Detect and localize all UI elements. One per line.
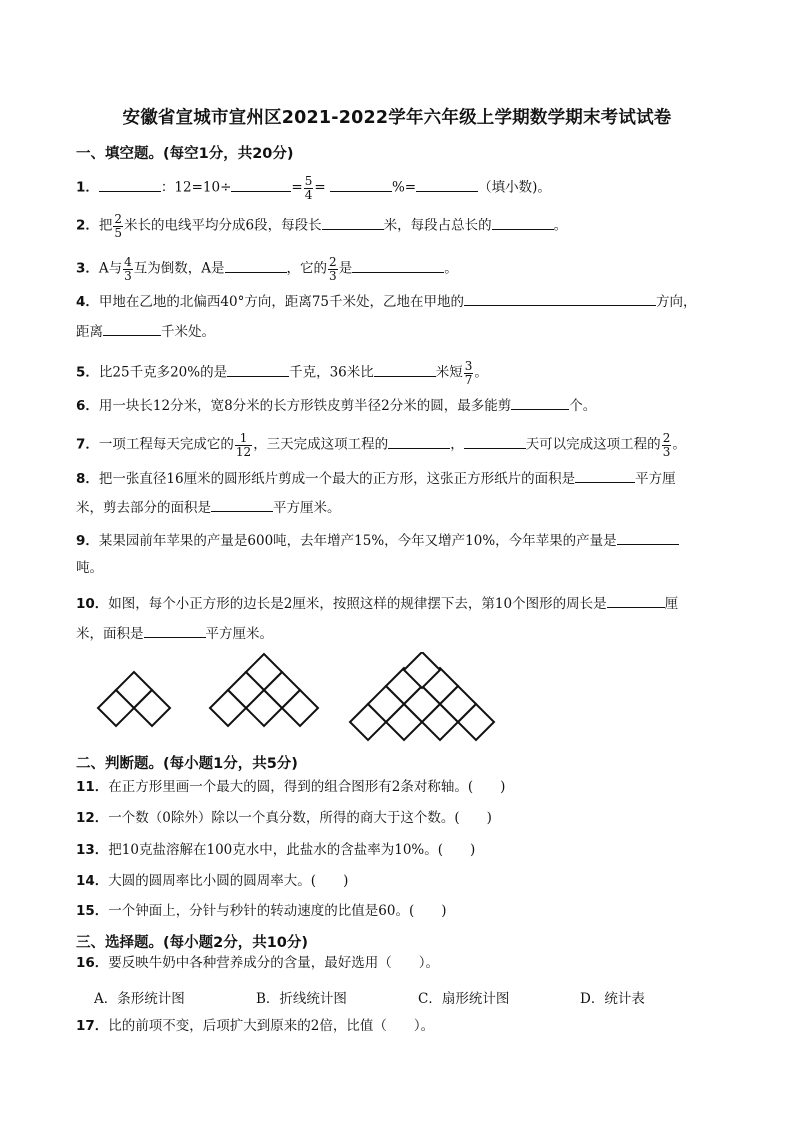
question-9 [76, 532, 679, 549]
question-17 [76, 1020, 434, 1034]
question-number: 16． [76, 955, 109, 971]
question-text: 米短 [435, 364, 463, 381]
answer-blank [492, 217, 554, 230]
pattern-figure-3 [350, 652, 494, 740]
question-number: 5． [76, 364, 99, 381]
question-text: 一个数（0除外）除以一个真分数，所得的商大于这个数。( ) [108, 810, 492, 826]
question-4-continued [76, 323, 215, 340]
answer-blank [575, 470, 635, 483]
question-text: = [314, 179, 326, 196]
fraction: $\frac{3}{7}$ [464, 359, 473, 387]
question-number: 14． [76, 873, 109, 889]
question-16 [76, 957, 439, 971]
question-number: 11． [76, 779, 109, 795]
fraction: $\frac{1}{12}$ [235, 431, 252, 459]
question-text: 互为倒数，A是 [133, 260, 225, 277]
answer-blank [352, 260, 444, 273]
question-text: 千克，36米比 [289, 364, 374, 381]
question-text: 。 [444, 260, 458, 277]
question-text: 平方厘米。 [205, 626, 273, 642]
question-text: 在正方形里画一个最大的圆，得到的组合图形有2条对称轴。( ) [108, 779, 506, 795]
question-8-continued [76, 499, 341, 516]
question-number: 4． [76, 294, 99, 310]
question-text: 把 [98, 217, 113, 234]
question-text: 平方厘 [635, 471, 676, 487]
question-text: 。 [553, 217, 568, 234]
answer-blank [322, 217, 384, 230]
question-text: 个。 [569, 398, 597, 414]
option-a[interactable]: A．条形统计图 [94, 991, 185, 1007]
section-fill-blank-heading: 一、填空题。(每空1分，共20分) [76, 146, 294, 162]
option-b[interactable]: B．折线统计图 [256, 991, 347, 1007]
question-text: A与 [98, 260, 123, 277]
question-text: 平方厘米。 [273, 500, 341, 516]
question-text: 一个钟面上，分针与秒针的转动速度的比值是60。( ) [108, 903, 447, 919]
question-text: 某果园前年苹果的产量是600吨，去年增产15%，今年又增产10%，今年苹果的产量是 [98, 533, 617, 549]
question-text: 把10克盐溶解在100克水中，此盐水的含盐率为10%。( ) [108, 842, 476, 858]
question-number: 15． [76, 903, 109, 919]
question-11 [76, 781, 505, 795]
question-text: 千米处。 [161, 324, 215, 340]
question-text: 是 [338, 260, 353, 277]
question-number: 8． [76, 471, 99, 487]
question-text: = [291, 179, 303, 196]
section-judge-heading: 二、判断题。(每小题1分，共5分) [76, 756, 298, 772]
question-number: 6． [76, 398, 99, 414]
question-text: 比25千克多20%的是 [98, 364, 228, 381]
answer-blank [607, 595, 665, 608]
answer-blank [330, 179, 392, 192]
question-text: ，三天完成这项工程的 [253, 436, 389, 453]
question-text: %= [391, 179, 417, 196]
exam-title: 安徽省宣城市宣州区2021-2022学年六年级上学期数学期末考试试卷 [122, 108, 672, 128]
question-4 [76, 293, 697, 310]
question-number: 3． [76, 260, 99, 277]
answer-blank [388, 436, 450, 449]
question-10 [76, 595, 678, 612]
question-2 [76, 213, 567, 239]
question-number: 10． [76, 596, 109, 612]
fraction: $\frac{2}{3}$ [329, 255, 337, 283]
question-number: 13． [76, 842, 109, 858]
answer-blank [374, 364, 436, 377]
answer-blank [103, 323, 161, 336]
fraction: $\frac{4}{3}$ [124, 255, 132, 283]
section-choice-heading: 三、选择题。(每小题2分，共10分) [76, 935, 309, 951]
question-3 [76, 256, 458, 282]
question-number: 12． [76, 810, 109, 826]
question-13 [76, 844, 475, 858]
answer-blank [464, 436, 526, 449]
question-text: ：12=10÷ [160, 179, 232, 196]
answer-blank [227, 364, 289, 377]
option-c[interactable]: C．扇形统计图 [418, 991, 510, 1007]
question-text: （填小数)。 [478, 179, 551, 196]
question-text: 天可以完成这项工程的 [525, 436, 661, 453]
answer-blank [144, 625, 206, 638]
question-15 [76, 905, 447, 919]
question-12 [76, 812, 492, 826]
question-6 [76, 397, 596, 414]
question-text: 距离 [76, 324, 103, 340]
answer-blank [211, 499, 273, 512]
question-number: 9． [76, 533, 99, 549]
question-number: 7． [76, 436, 99, 453]
question-14 [76, 875, 348, 889]
question-text: 如图，每个小正方形的边长是2厘米，按照这样的规律摆下去，第10个图形的周长是 [108, 596, 607, 612]
pattern-figure-1 [98, 672, 170, 726]
question-text: 。 [474, 364, 488, 381]
question-10-continued [76, 625, 273, 642]
option-d[interactable]: D．统计表 [580, 991, 645, 1007]
question-text: 。 [672, 436, 686, 453]
question-text: 方向， [656, 294, 697, 310]
question-text: 用一块长12分米，宽8分米的长方形铁皮剪半径2分米的圆，最多能剪 [98, 398, 512, 414]
question-text: 一项工程每天完成它的 [98, 436, 234, 453]
answer-blank [511, 397, 569, 410]
answer-blank [225, 260, 287, 273]
question-1 [76, 175, 551, 201]
fraction: $\frac{2}{5}$ [114, 212, 123, 240]
square-pattern-figure [94, 652, 514, 744]
fraction: $\frac{5}{4}$ [304, 174, 313, 202]
question-text: ， [450, 436, 464, 453]
question-text: ，它的 [286, 260, 328, 277]
question-text: 吨。 [76, 560, 103, 576]
question-text: 把一张直径16厘米的圆形纸片剪成一个最大的正方形，这张正方形纸片的面积是 [98, 471, 576, 487]
question-text: 米，剪去部分的面积是 [76, 500, 211, 516]
question-text: 要反映牛奶中各种营养成分的含量，最好选用（ ）。 [108, 955, 440, 971]
answer-blank [99, 179, 161, 192]
question-number: 17． [76, 1018, 109, 1034]
answer-blank [617, 532, 679, 545]
question-7 [76, 432, 686, 458]
question-text: 米，每段占总长的 [383, 217, 492, 234]
question-8 [76, 470, 676, 487]
question-9-continued [76, 562, 103, 576]
question-text: 米，面积是 [76, 626, 144, 642]
question-number: 1． [76, 179, 99, 196]
pattern-figure-2 [210, 654, 318, 726]
question-5 [76, 360, 488, 386]
question-number: 2． [76, 217, 99, 234]
answer-blank [464, 293, 656, 306]
question-text: 甲地在乙地的北偏西40°方向，距离75千米处，乙地在甲地的 [98, 294, 465, 310]
fraction: $\frac{2}{3}$ [662, 431, 671, 459]
question-text: 米长的电线平均分成6段，每段长 [124, 217, 322, 234]
answer-blank [416, 179, 478, 192]
question-text: 比的前项不变，后项扩大到原来的2倍，比值（ ）。 [108, 1018, 435, 1034]
question-text: 厘 [664, 596, 679, 612]
question-text: 大圆的圆周率比小圆的圆周率大。( ) [108, 873, 349, 889]
answer-blank [231, 179, 291, 192]
